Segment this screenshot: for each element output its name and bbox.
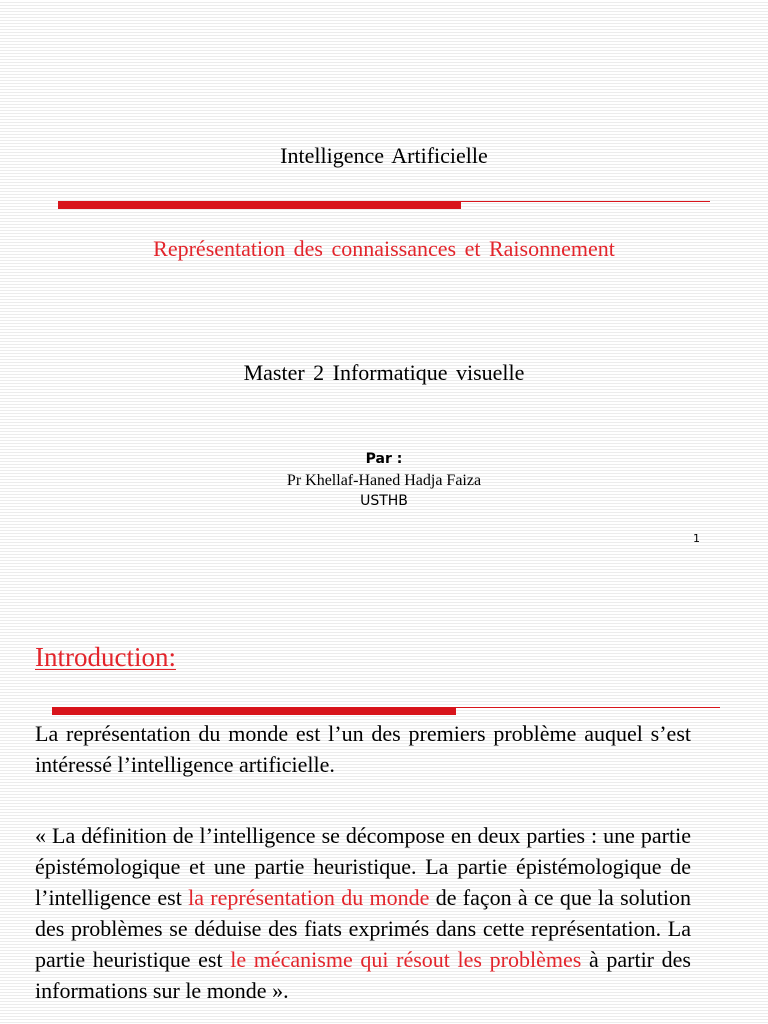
quote-text-part1: « La définition de l’intelligence se décompose en deux parties : une partie épistémologique et une partie heuristique. La partie épistémologique de l’intelligence est <box>35 823 691 910</box>
title-rule-thick <box>58 201 461 209</box>
quote-paragraph <box>35 820 691 1006</box>
heading-rule-thin <box>456 707 720 708</box>
slide-title: Intelligence Artificielle <box>280 143 488 168</box>
quote-text-part2: de façon à ce que la solution des problèmes se déduise des fiats exprimés dans cette représentation. La partie heuristique est <box>35 885 691 972</box>
title-rule-thin <box>461 201 710 202</box>
intro-paragraph: La représentation du monde est l’un des premiers problème auquel s’est intéressé l’intelligence artificielle. <box>35 721 691 777</box>
section-heading: Introduction: <box>35 642 176 672</box>
heading-rule-thick <box>52 707 456 715</box>
by-label: Par : <box>365 451 403 467</box>
program-label: Master 2 Informatique visuelle <box>243 360 525 385</box>
quote-text-part3: à partir des informations sur le monde ». <box>35 947 691 1003</box>
introduction-slide <box>0 570 768 1024</box>
author-name: Pr Khellaf-Haned Hadja Faiza <box>286 472 482 489</box>
quote-highlight-representation: la représentation du monde <box>188 885 430 910</box>
slide-subtitle: Représentation des connaissances et Raisonnement <box>153 236 615 261</box>
institution-name: USTHB <box>360 493 408 509</box>
page-number: 1 <box>693 532 700 545</box>
quote-highlight-mechanism: le mécanisme qui résout les problèmes <box>230 947 582 972</box>
